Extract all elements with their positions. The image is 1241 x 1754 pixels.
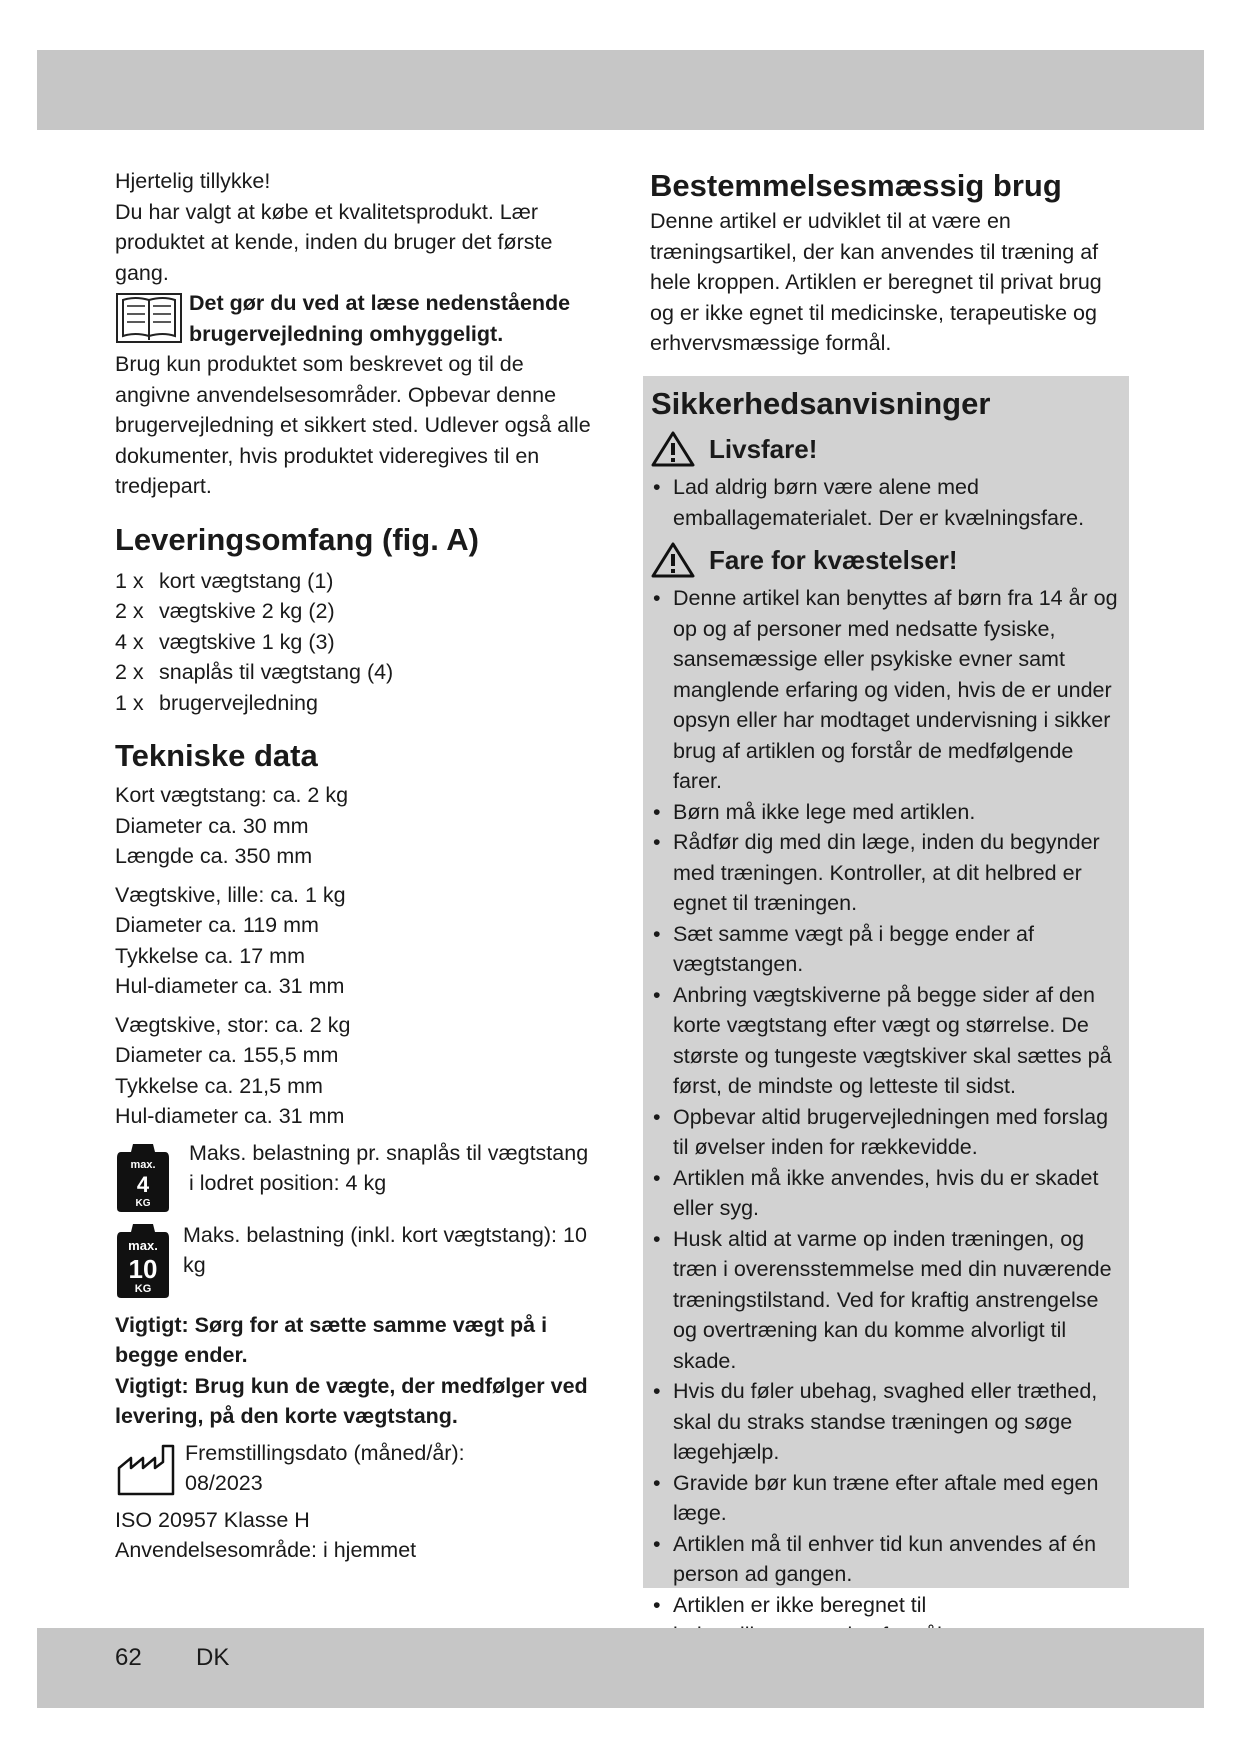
tech-line: Hul-diameter ca. 31 mm (115, 1104, 345, 1128)
safety-title: Sikkerhedsanvisninger (651, 386, 991, 421)
qty: 1 x (115, 690, 144, 715)
list-item (115, 596, 595, 627)
item-label: vægtskive 2 kg (2) (159, 599, 335, 623)
iso-class: ISO 20957 Klasse H (115, 1507, 310, 1532)
list-item (115, 688, 595, 719)
tech-line: Diameter ca. 30 mm (115, 813, 309, 838)
danger-list (651, 472, 1123, 533)
tech-line: Tykkelse ca. 17 mm (115, 943, 305, 968)
warning-triangle-icon (651, 541, 695, 579)
weight-icon-top-label: max. (130, 1158, 156, 1171)
qty: 4 x (115, 629, 144, 654)
tech-title: Tekniske data (115, 738, 318, 773)
list-item: • Sæt samme vægt på i begge ender af vægtstangen. (651, 919, 1123, 980)
injury-title: Fare for kvæstelser! (709, 544, 958, 575)
important-note-2: Vigtigt: Brug kun de vægte, der medfølger ved levering, på den korte vægtstang. (115, 1373, 588, 1428)
qty: 2 x (115, 660, 144, 684)
usage-text: Brug kun produktet som beskrevet og til de angivne anvendelsesområder. Opbevar denne brugervejledning et sikkert sted. Udlever også alle dokumenter, hvis produktet videregives til en tredjepart. (115, 352, 591, 498)
list-item: • Artiklen må til enhver tid kun anvendes af én person ad gangen. (651, 1529, 1123, 1590)
read-notice: Det gør du ved at læse nedenstående brugervejledning omhyggeligt. (189, 291, 571, 346)
weight-icon-unit: KG (135, 1197, 151, 1209)
injury-heading (651, 541, 1123, 579)
intended-use-title: Bestemmelsesmæssig brug (650, 168, 1062, 203)
tech-group-bar (115, 780, 595, 872)
danger-title: Livsfare! (709, 433, 818, 464)
list-item: • Børn må ikke lege med artiklen. (651, 797, 1123, 828)
header-band (37, 50, 1204, 130)
list-item: • Anbring vægtskiverne på begge sider af den korte vægtstang efter vægt og størrelse. De største og tungeste vægtskiver skal sættes på først, de mindste og letteste til sidst. (651, 980, 1123, 1102)
item-label: brugervejledning (159, 690, 318, 715)
tech-line: Diameter ca. 155,5 mm (115, 1043, 339, 1067)
list-item: • Hvis du føler ubehag, svaghed eller træthed, skal du straks standse træningen og søge lægehjælp. (651, 1376, 1123, 1468)
manufacture-date: 08/2023 (185, 1471, 263, 1495)
max-load-clip-row (115, 1138, 595, 1214)
list-item: • Lad aldrig børn være alene med emballagematerialet. Der er kvælningsfare. (651, 472, 1123, 533)
tech-line: Tykkelse ca. 21,5 mm (115, 1073, 323, 1098)
injury-list (651, 583, 1123, 1651)
weight-icon-value: 10 (128, 1253, 158, 1284)
list-item (115, 627, 595, 658)
qty: 1 x (115, 568, 144, 593)
intended-use-text: Denne artikel er udviklet til at være en træningsartikel, der kan anvendes til træning af hele kroppen. Artiklen er beregnet til privat brug og er ikke egnet til medicinske, terapeutiske og erhvervsmæssige formål. (650, 209, 1102, 355)
tech-line: Længde ca. 350 mm (115, 844, 313, 868)
factory-icon (115, 1444, 177, 1496)
item-label: snaplås til vægtstang (4) (159, 660, 394, 684)
list-item (115, 657, 595, 688)
list-item: • Gravide bør kun træne efter aftale med egen læge. (651, 1468, 1123, 1529)
danger-heading (651, 430, 1123, 468)
max-load-total: Maks. belastning (inkl. kort vægtstang): 10 kg (183, 1222, 587, 1277)
left-column (115, 166, 595, 1566)
read-notice-row (115, 288, 595, 349)
language-code: DK (196, 1644, 230, 1671)
list-item: • Husk altid at varme op inden træningen, og træn i overensstemmelse med din nuværende træningstilstand. Ved for kraftig anstrengelse og overtræning kan du komme alvorligt til skade. (651, 1224, 1123, 1377)
tech-line: Diameter ca. 119 mm (115, 913, 319, 937)
scope-title: Leveringsomfang (fig. A) (115, 521, 479, 557)
max-load-clip: Maks. belastning pr. snaplås til vægtstang i lodret position: 4 kg (189, 1140, 589, 1195)
weight-icon-value: 4 (136, 1171, 150, 1197)
right-column (650, 166, 1130, 359)
important-note-1: Vigtigt: Sørg for at sætte samme vægt på i begge ender. (115, 1312, 548, 1367)
list-item: • Rådfør dig med din læge, inden du begynder med træningen. Kontroller, at dit helbred er egnet til træningen. (651, 827, 1123, 919)
weight-10kg-icon (115, 1220, 171, 1300)
tech-line: Vægtskive, stor: ca. 2 kg (115, 1012, 351, 1037)
max-load-total-row (115, 1220, 595, 1300)
manufacture-info (185, 1438, 465, 1499)
list-item: • Denne artikel kan benyttes af børn fra 14 år og op og af personer med nedsatte fysiske, sansemæssige eller psykiske evner samt manglende erfaring og viden, hvis de er under opsyn eller har modtaget undervisning i sikker brug af artiklen og forstår de medfølgende farer. (651, 583, 1123, 797)
tech-line: Hul-diameter ca. 31 mm (115, 974, 345, 998)
page-number: 62 (115, 1644, 142, 1671)
manufacture-label: Fremstillingsdato (måned/år): (185, 1440, 465, 1465)
list-item: • Opbevar altid brugervejledningen med forslag til øvelser inden for rækkevidde. (651, 1102, 1123, 1163)
manufacture-row (115, 1438, 595, 1499)
item-label: kort vægtstang (1) (159, 568, 334, 593)
tech-line: Kort vægtstang: ca. 2 kg (115, 783, 349, 807)
safety-box (643, 376, 1129, 1617)
open-book-icon (115, 288, 183, 346)
warning-triangle-icon (651, 430, 695, 468)
item-label: vægtskive 1 kg (3) (159, 629, 335, 654)
weight-4kg-icon (115, 1138, 171, 1214)
usage-area: Anvendelsesområde: i hjemmet (115, 1538, 417, 1562)
tech-group-large-plate (115, 1010, 595, 1132)
intro-text: Du har valgt at købe et kvalitetsprodukt. Lær produktet at kende, inden du bruger det første gang. (115, 199, 553, 285)
list-item: • Artiklen må ikke anvendes, hvis du er skadet eller syg. (651, 1163, 1123, 1224)
intro-greeting: Hjertelig tillykke! (115, 169, 271, 193)
weight-icon-unit: KG (134, 1282, 152, 1295)
weight-icon-top-label: max. (128, 1237, 158, 1253)
qty: 2 x (115, 599, 144, 623)
tech-group-small-plate (115, 880, 595, 1002)
tech-line: Vægtskive, lille: ca. 1 kg (115, 882, 346, 907)
list-item (115, 566, 595, 597)
list-item: • Artiklen er ikke beregnet til (651, 1590, 1123, 1651)
scope-list (115, 566, 595, 719)
